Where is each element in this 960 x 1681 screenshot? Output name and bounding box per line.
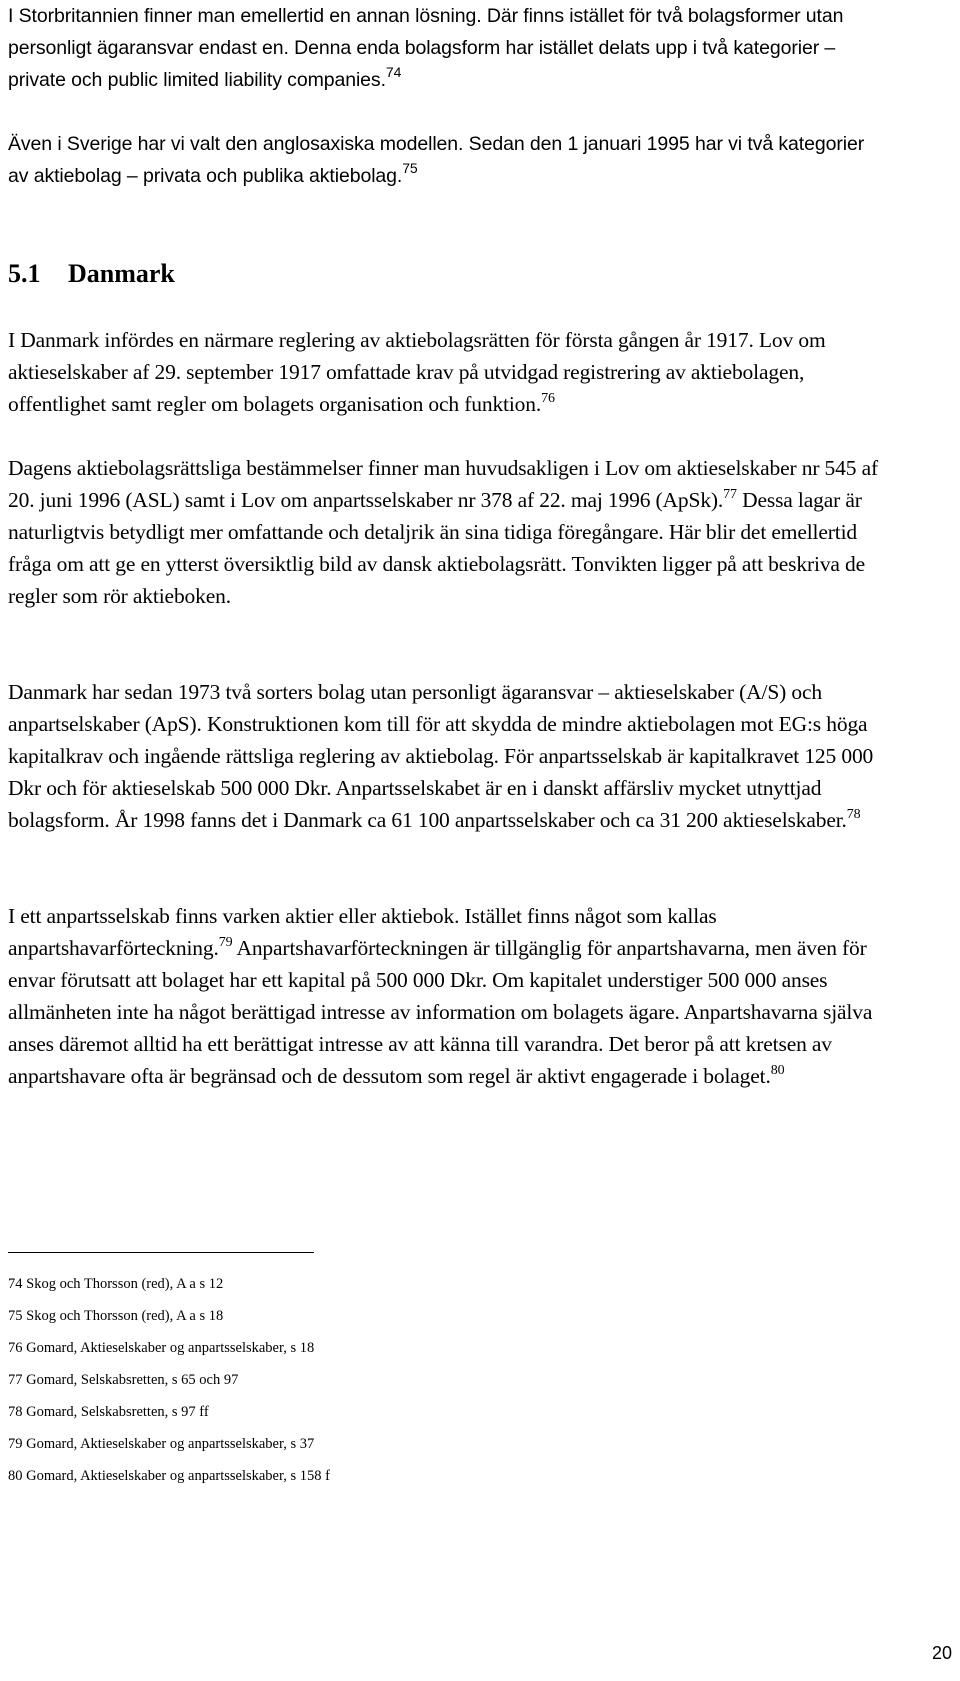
footnote-74: 74 Skog och Thorsson (red), A a s 12 — [8, 1276, 224, 1292]
footnote-ref-75[interactable]: 75 — [402, 160, 418, 176]
section-title: Danmark — [68, 259, 175, 288]
footnote-ref-76[interactable]: 76 — [541, 391, 555, 406]
paragraph-anpartshavare: I ett anpartsselskab finns varken aktier eller aktiebok. Istället finns något som kallas anpartshavarförteckning.$^{79}$ Anpartshavarförteckningen är tillgänglig för anpartshavarna, men även för envar förutsatt att bolaget har ett kapital på 500 000 Dkr. Om kapitalet understiger 500 000 anses allmänheten inte ha något berättigad intresse av information om bolagets ägare. Anpartshavarna själva anses däremot alltid ha ett berättigat intresse av att känna till varandra. Det beror på att kretsen av anpartshavare ofta är begränsad och de dessutom som regel är aktivt engagerade i bolaget.$^{80}$ — [8, 904, 873, 1088]
paragraph-uk: I Storbritannien finner man emellertid en annan lösning. Där finns istället för två bolagsformer utan personligt ägaransvar endast en. Denna enda bolagsform har istället delats upp i två kategorier – private och public limited liability companies.$^{74}$ — [8, 5, 844, 91]
footnote-ref-80[interactable]: 80 — [770, 1063, 785, 1078]
footnote-77: 77 Gomard, Selskabsretten, s 65 och 97 — [8, 1372, 239, 1388]
footnote-ref-77[interactable]: 77 — [723, 487, 737, 502]
footnote-76: 76 Gomard, Aktieselskaber og anpartsselskaber, s 18 — [8, 1340, 315, 1356]
page-number: 20 — [931, 1643, 952, 1663]
paragraph-company-types: Danmark har sedan 1973 två sorters bolag utan personligt ägaransvar – aktieselskaber (A/S) och anpartselskaber (ApS). Konstruktionen kom till för att skydda de mindre aktiebolagen mot EG:s höga kapitalkrav och ingående rättsliga reglering av aktiebolag. För anpartsselskab är kapitalkravet 125 000 Dkr och för aktieselskab 500 000 Dkr. Anpartsselskabet är en i danskt affärsliv mycket utnyttjad bolagsform. År 1998 fanns det i Danmark ca 61 100 anpartsselskaber och ca 31 200 aktieselskaber.$^{78}$ — [8, 680, 874, 832]
footnote-80: 80 Gomard, Aktieselskaber og anpartsselskaber, s 158 f — [8, 1468, 330, 1484]
paragraph-current-law: Dagens aktiebolagsrättsliga bestämmelser finner man huvudsakligen i Lov om aktieselskaber nr 545 af 20. juni 1996 (ASL) samt i Lov om anpartsselskaber nr 378 af 22. maj 1996 (ApSk).$^{77}$ Dessa lagar är naturligtvis betydligt mer omfattande och detaljrik än sina tidiga föregångare. Här blir det emellertid fråga om att ge en ytterst översiktlig bild av dansk aktiebolagsrätt. Tonvikten ligger på att beskriva de regler som rör aktieboken. — [8, 456, 878, 608]
section-heading — [8, 258, 175, 290]
footnote-ref-79[interactable]: 79 — [218, 935, 233, 950]
section-number: 5.1 — [8, 259, 41, 288]
footnote-ref-74[interactable]: 74 — [385, 64, 402, 80]
paragraph-sweden: Även i Sverige har vi valt den anglosaxiska modellen. Sedan den 1 januari 1995 har vi två kategorier av aktiebolag – privata och publika aktiebolag.$^{75}$ — [8, 133, 865, 187]
footnote-75: 75 Skog och Thorsson (red), A a s 18 — [8, 1308, 224, 1324]
footnote-ref-78[interactable]: 78 — [846, 807, 861, 822]
paragraph-history: I Danmark infördes en närmare reglering av aktiebolagsrätten för första gången år 1917. Lov om aktieselskaber af 29. september 1917 omfattade krav på utvidgad registrering av aktiebolagen, offentlighet samt regler om bolagets organisation och funktion.$^{76}$ — [8, 328, 826, 416]
footnote-79: 79 Gomard, Aktieselskaber og anpartsselskaber, s 37 — [8, 1436, 315, 1452]
footnote-separator — [8, 1252, 314, 1253]
footnote-list — [8, 1268, 608, 1492]
footnote-78: 78 Gomard, Selskabsretten, s 97 ff — [8, 1404, 209, 1420]
